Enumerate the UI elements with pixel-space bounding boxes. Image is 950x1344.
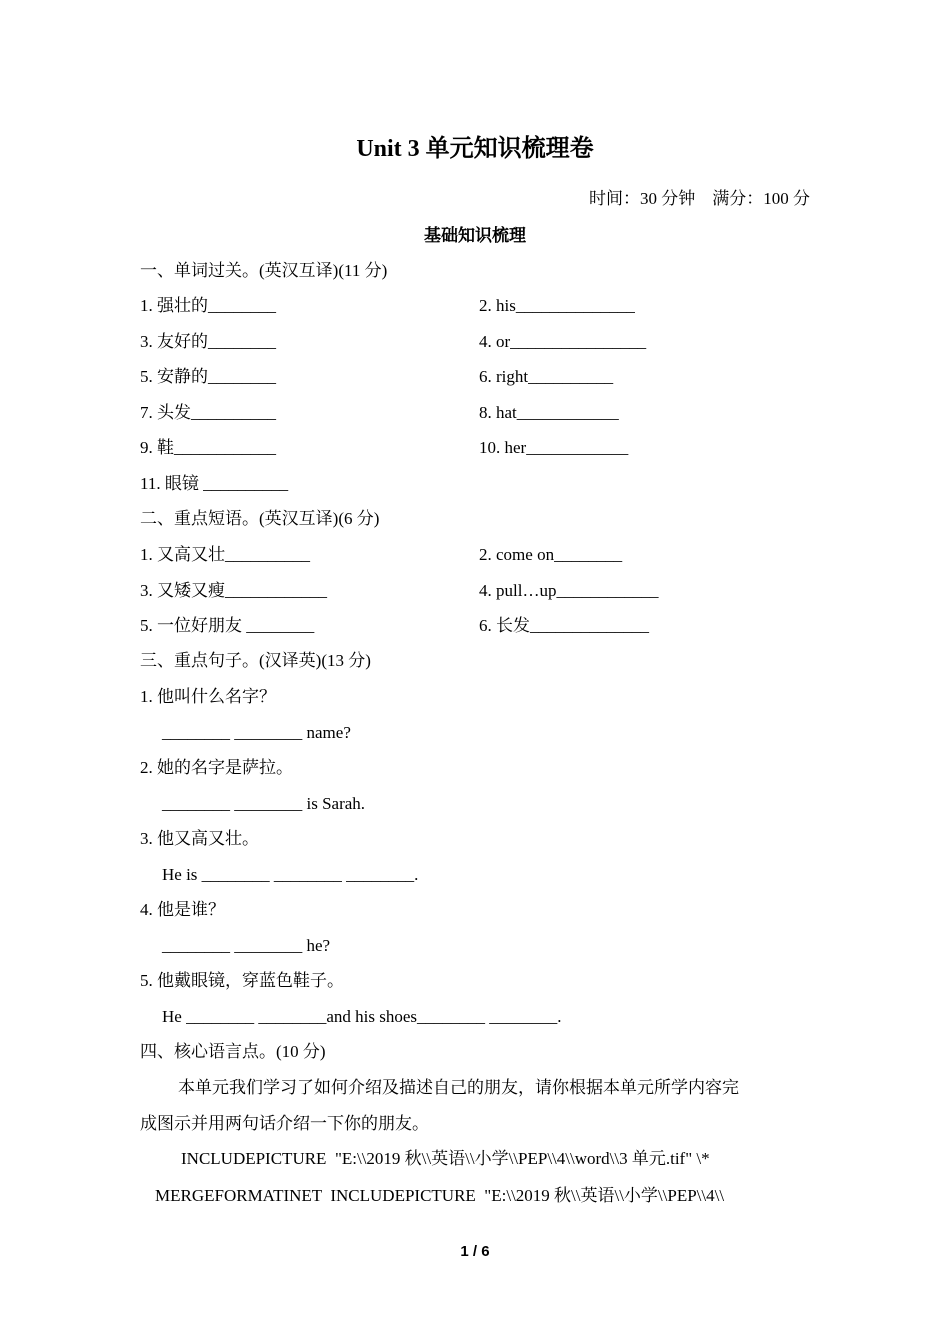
vocab-item: 8. hat____________ <box>479 403 619 422</box>
instruction-paragraph: 本单元我们学习了如何介绍及描述自己的朋友，请你根据本单元所学内容完 <box>178 1078 739 1097</box>
field-code-text: INCLUDEPICTURE "E:\\2019 秋\\英语\\小学\\PEP\\4\\word\\3 单元.tif" \* <box>181 1149 710 1168</box>
sentence-prompt: 4. 他是谁？ <box>140 900 225 919</box>
sentence-answer: He is ________ ________ ________. <box>162 865 419 884</box>
sentence-answer: ________ ________ he? <box>162 936 331 955</box>
phrase-item: 3. 又矮又瘦____________ <box>140 581 327 600</box>
section1-heading: 一、单词过关。(英汉互译)(11 分) <box>140 261 388 280</box>
sentence-answer: He ________ ________and his shoes________ ________. <box>162 1007 562 1026</box>
page-number: 1 / 6 <box>460 1243 490 1260</box>
vocab-item: 4. or________________ <box>479 332 647 351</box>
section3-heading: 三、重点句子。(汉译英)(13 分) <box>140 651 371 670</box>
phrase-item: 5. 一位好朋友 ________ <box>140 616 315 635</box>
time-score-info: 时间：30 分钟 满分：100 分 <box>589 189 810 208</box>
sentence-prompt: 2. 她的名字是萨拉。 <box>140 758 293 777</box>
phrase-item: 2. come on________ <box>479 545 623 564</box>
vocab-item: 5. 安静的________ <box>140 367 276 386</box>
phrase-item: 1. 又高又壮__________ <box>140 545 310 564</box>
section2-heading: 二、重点短语。(英汉互译)(6 分) <box>140 509 380 528</box>
sentence-answer: ________ ________ name? <box>162 723 351 742</box>
vocab-item: 11. 眼镜 __________ <box>140 474 289 493</box>
vocab-item: 9. 鞋____________ <box>140 438 276 457</box>
document-title: Unit 3 单元知识梳理卷 <box>356 136 594 162</box>
sentence-prompt: 5. 他戴眼镜，穿蓝色鞋子。 <box>140 971 344 990</box>
section-subheading: 基础知识梳理 <box>424 226 526 245</box>
sentence-prompt: 3. 他又高又壮。 <box>140 829 259 848</box>
vocab-item: 1. 强壮的________ <box>140 296 276 315</box>
sentence-answer: ________ ________ is Sarah. <box>162 794 366 813</box>
instruction-paragraph: 成图示并用两句话介绍一下你的朋友。 <box>140 1114 429 1133</box>
vocab-item: 2. his______________ <box>479 296 635 315</box>
field-code-text: MERGEFORMATINET INCLUDEPICTURE "E:\\2019 秋\\英语\\小学\\PEP\\4\\ <box>155 1186 725 1205</box>
vocab-item: 3. 友好的________ <box>140 332 276 351</box>
vocab-item: 6. right__________ <box>479 367 614 386</box>
phrase-item: 4. pull…up____________ <box>479 581 659 600</box>
section4-heading: 四、核心语言点。(10 分) <box>140 1042 326 1061</box>
vocab-item: 10. her____________ <box>479 438 629 457</box>
phrase-item: 6. 长发______________ <box>479 616 649 635</box>
sentence-prompt: 1. 他叫什么名字？ <box>140 687 276 706</box>
vocab-item: 7. 头发__________ <box>140 403 276 422</box>
